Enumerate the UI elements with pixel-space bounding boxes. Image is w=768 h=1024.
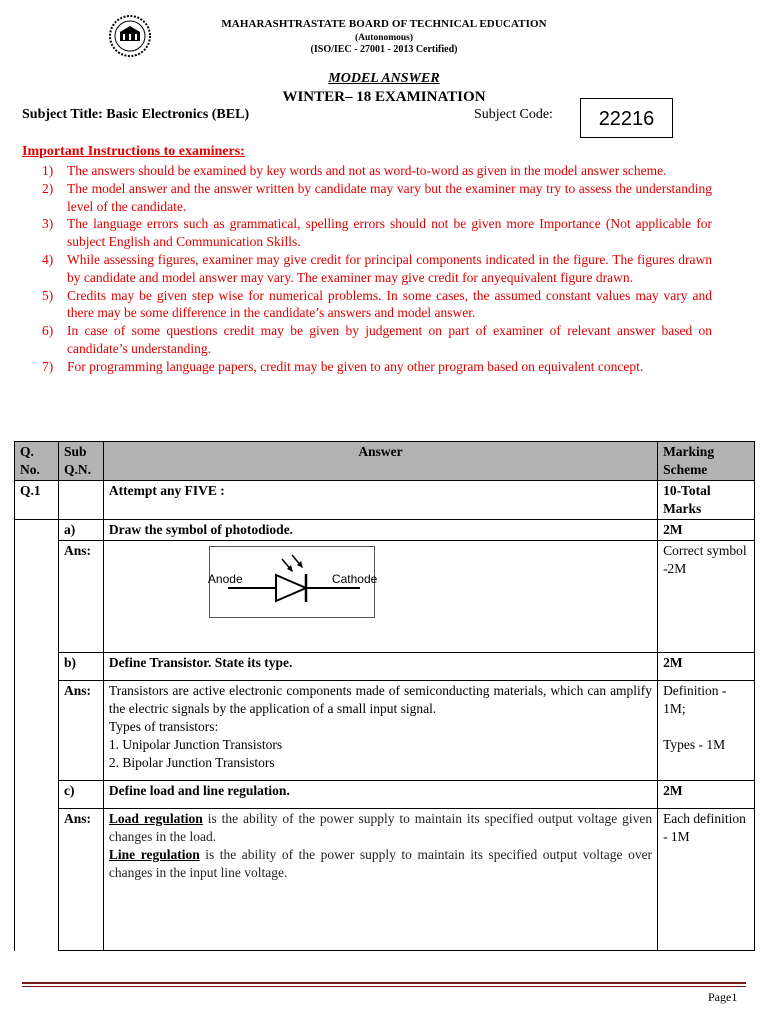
table-header-row [15, 442, 755, 481]
header-q-no: Q. No. [15, 442, 59, 481]
q1-title: Attempt any FIVE : [103, 481, 657, 520]
spacer [663, 718, 749, 736]
scheme-a: Correct symbol -2M [658, 541, 755, 653]
instruction-text: While assessing figures, examiner may give credit for principal components indicated in the figure. The figures drawn by candidate and model answer may vary. The examiner may give credit for anyequivalent figure drawn. [67, 251, 712, 285]
instruction-text: Credits may be given step wise for numerical problems. In some cases, the assumed constant values may vary and there may be some difference in the candidate’s answers and model answer. [67, 287, 712, 321]
ans-label-c: Ans: [58, 809, 103, 951]
footer-rule [22, 982, 746, 984]
table-row [15, 681, 755, 781]
instruction-num: 2) [42, 180, 54, 196]
instruction-item [22, 322, 712, 358]
board-name: MAHARASHTRASTATE BOARD OF TECHNICAL EDUCATION [221, 18, 547, 30]
answer-c [103, 809, 657, 951]
instruction-text: In case of some questions credit may be given by judgement on part of examiner of relevant answer based on candidate’s understanding. [67, 323, 712, 356]
instruction-item [22, 287, 712, 323]
instruction-item [22, 358, 712, 376]
scheme-b [658, 681, 755, 781]
table-row [15, 520, 755, 541]
instruction-num: 7) [42, 358, 54, 374]
ans-label-a: Ans: [58, 541, 103, 653]
type-2: 2. Bipolar Junction Transistors [108, 755, 275, 770]
page-number: Page1 [708, 990, 738, 1004]
cathode-label: Cathode [331, 572, 378, 586]
table-row [15, 809, 755, 951]
table-row [15, 781, 755, 809]
transistor-definition: Transistors are active electronic components made of semiconducting materials, which can amplify the electric signals by the application of a small input signal. [108, 683, 653, 716]
sub-question-b: b) [58, 653, 103, 681]
empty-cell [15, 520, 59, 951]
instruction-num: 4) [42, 251, 54, 267]
sub-question-a: a) [58, 520, 103, 541]
instruction-num: 3) [42, 216, 54, 232]
header-answer: Answer [103, 442, 657, 481]
type-1: 1. Unipolar Junction Transistors [108, 737, 283, 752]
line-regulation-def [109, 846, 652, 882]
marks-c: 2M [658, 781, 755, 809]
instruction-text: The answers should be examined by key words and not as word-to-word as given in the model answer scheme. [67, 163, 667, 178]
scheme-b-types: Types - 1M [663, 737, 726, 752]
anode-label: Anode [207, 572, 243, 586]
answer-a [103, 541, 657, 653]
q1-marks: 10-Total Marks [658, 481, 755, 520]
header-sub-qn: Sub Q.N. [58, 442, 103, 481]
instruction-item [22, 215, 712, 251]
iso-certified: (ISO/IEC - 27001 - 2013 Certified) [310, 44, 458, 55]
table-row [15, 481, 755, 520]
line-regulation-text: is the ability of the power supply to maintain its specified output voltage over changes in the input line voltage. [108, 847, 653, 880]
scheme-c: Each definition - 1M [658, 809, 755, 951]
subject-title: Subject Title: Basic Electronics (BEL) [22, 107, 250, 122]
instruction-item [22, 162, 712, 180]
marks-a: 2M [658, 520, 755, 541]
types-title: Types of transistors: [108, 719, 219, 734]
question-c: Define load and line regulation. [103, 781, 657, 809]
header-marking: Marking Scheme [658, 442, 755, 481]
instruction-text: The language errors such as grammatical, spelling errors should not be given more Importance (Not applicable for subject English and Communication Skills. [67, 216, 712, 250]
answer-b [103, 681, 657, 781]
table-row [15, 541, 755, 653]
instruction-num: 1) [42, 163, 54, 178]
scheme-b-definition: Definition - 1M; [663, 683, 727, 716]
instructions-list [22, 162, 712, 376]
instruction-num: 6) [42, 323, 54, 339]
table-row [15, 653, 755, 681]
instruction-num: 5) [42, 287, 54, 303]
question-a: Draw the symbol of photodiode. [103, 520, 657, 541]
load-regulation-term: Load regulation [108, 811, 203, 826]
subject-code-label: Subject Code: [474, 107, 553, 122]
exam-title: WINTER– 18 EXAMINATION [282, 89, 486, 105]
answer-table [14, 441, 755, 951]
line-regulation-term: Line regulation [108, 847, 200, 862]
instruction-item [22, 251, 712, 287]
footer-rule-thin [22, 986, 746, 987]
instruction-text: For programming language papers, credit may be given to any other program based on equivalent concept. [67, 358, 644, 374]
subject-code: 22216 [580, 98, 673, 138]
question-b: Define Transistor. State its type. [103, 653, 657, 681]
instruction-text: The model answer and the answer written by candidate may vary but the examiner may try to assess the understanding level of the candidate. [67, 180, 712, 214]
load-regulation-text: is the ability of the power supply to maintain its specified output voltage given changes in the load. [108, 811, 653, 844]
load-regulation-def [109, 810, 652, 846]
autonomous-label: (Autonomous) [354, 33, 414, 43]
sub-question-c: c) [58, 781, 103, 809]
marks-b: 2M [658, 653, 755, 681]
q1-number: Q.1 [15, 481, 59, 520]
photodiode-symbol [207, 546, 378, 618]
instructions-title: Important Instructions to examiners: [22, 144, 245, 159]
empty-cell [58, 481, 103, 520]
model-answer-heading: MODEL ANSWER [328, 71, 440, 86]
ans-label-b: Ans: [58, 681, 103, 781]
instruction-item [22, 180, 712, 216]
